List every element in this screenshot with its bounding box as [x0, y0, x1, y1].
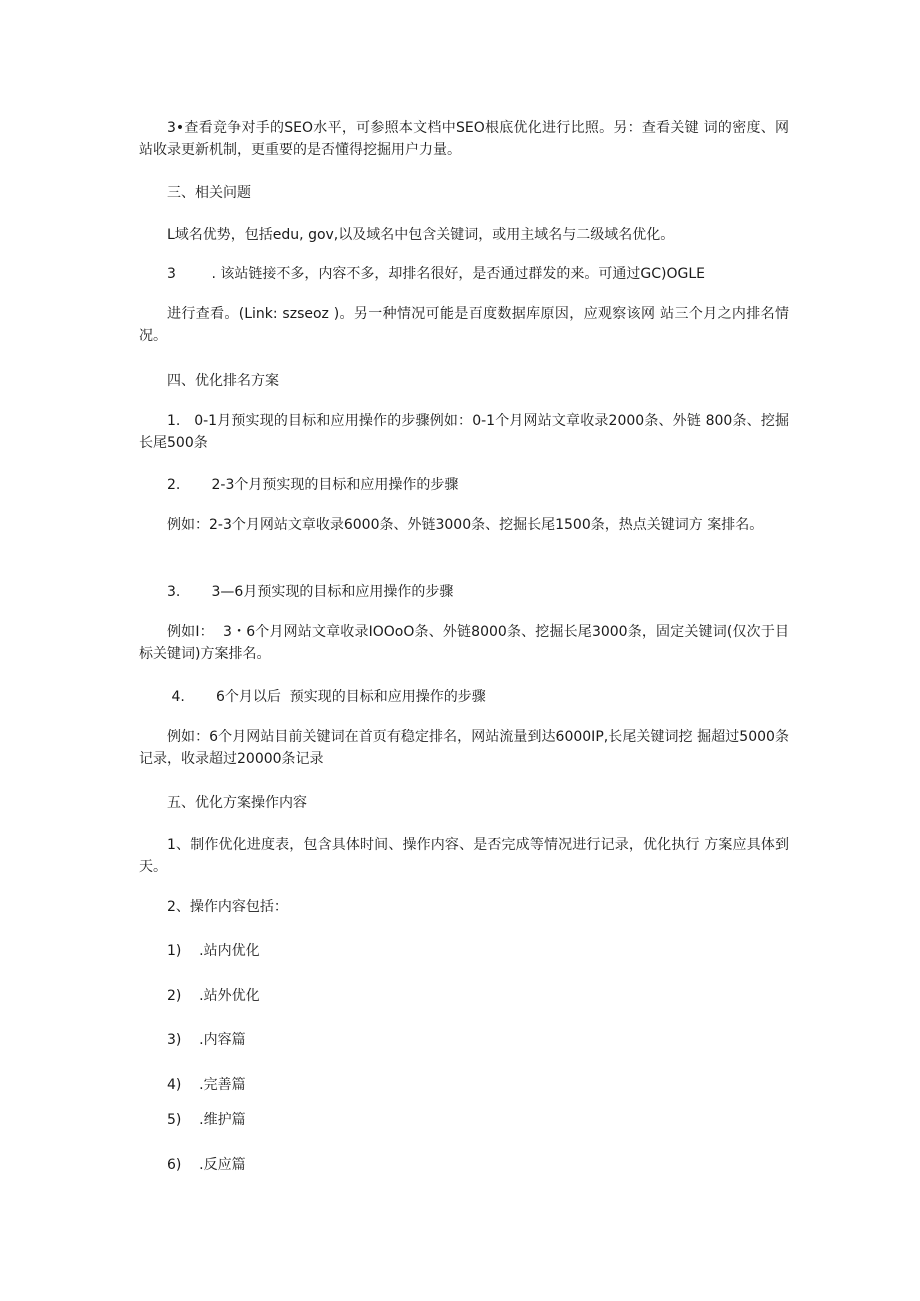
paragraph-check-google: 进行查看。(Link: szseoz )。另一种情况可能是百度数据库原因，应观察该网 站三个月之内排名情况。 — [139, 306, 789, 344]
paragraph-plan-after-6-title: 4. 6个月以后 预实现的目标和应用操作的步骤 — [167, 689, 486, 705]
list-item-offsite: 2) .站外优化 — [167, 988, 260, 1004]
list-item-onsite: 1) .站内优化 — [167, 943, 260, 959]
paragraph-plan-month-3-6-example: 例如I： 3・6个月网站文章收录IOOoO条、外链8000条、挖掘长尾3000条，固定关键词(仅次于目标关键词)方案排名。 — [139, 624, 789, 662]
paragraph-progress-table: 1、制作优化进度表，包含具体时间、操作内容、是否完成等情况进行记录，优化执行 方案应具体到天。 — [139, 837, 789, 875]
paragraph-site-links: 3 . 该站链接不多，内容不多，却排名很好，是否通过群发的来。可通过GC)OGLE — [167, 266, 706, 282]
paragraph-plan-month-2-3-title: 2. 2-3个月预实现的目标和应用操作的步骤 — [167, 477, 459, 493]
paragraph-plan-after-6-example: 例如：6个月网站目前关键词在首页有稳定排名，网站流量到达6000IP,长尾关键词挖 掘超过5000条记录，收录超过20000条记录 — [139, 729, 789, 767]
paragraph-domain-advantage: L域名优势，包括edu, gov,以及域名中包含关键词，或用主域名与二级域名优化。 — [167, 227, 675, 243]
paragraph-operation-includes: 2、操作内容包括： — [167, 899, 288, 915]
heading-ranking-plan: 四、优化排名方案 — [167, 373, 279, 389]
list-item-maintain: 5) .维护篇 — [167, 1112, 246, 1128]
heading-related-issues: 三、相关问题 — [167, 185, 251, 201]
paragraph-competitor-seo: 3•查看竞争对手的SEO水平，可参照本文档中SEO根底优化进行比照。另：查看关键 词的密度、网站收录更新机制，更重要的是否懂得挖掘用户力量。 — [139, 120, 789, 158]
paragraph-plan-month-2-3-example: 例如：2-3个月网站文章收录6000条、外链3000条、挖掘长尾1500条，热点关键词方 案排名。 — [167, 517, 764, 533]
heading-operation-content: 五、优化方案操作内容 — [167, 795, 307, 811]
list-item-improve: 4) .完善篇 — [167, 1077, 246, 1093]
paragraph-plan-month-3-6-title: 3. 3—6月预实现的目标和应用操作的步骤 — [167, 584, 454, 600]
paragraph-plan-month-0-1: 1. 0-1月预实现的目标和应用操作的步骤例如：0-1个月网站文章收录2000条、外链 800条、挖掘长尾500条 — [139, 413, 789, 451]
list-item-content: 3) .内容篇 — [167, 1032, 246, 1048]
list-item-response: 6) .反应篇 — [167, 1157, 246, 1173]
